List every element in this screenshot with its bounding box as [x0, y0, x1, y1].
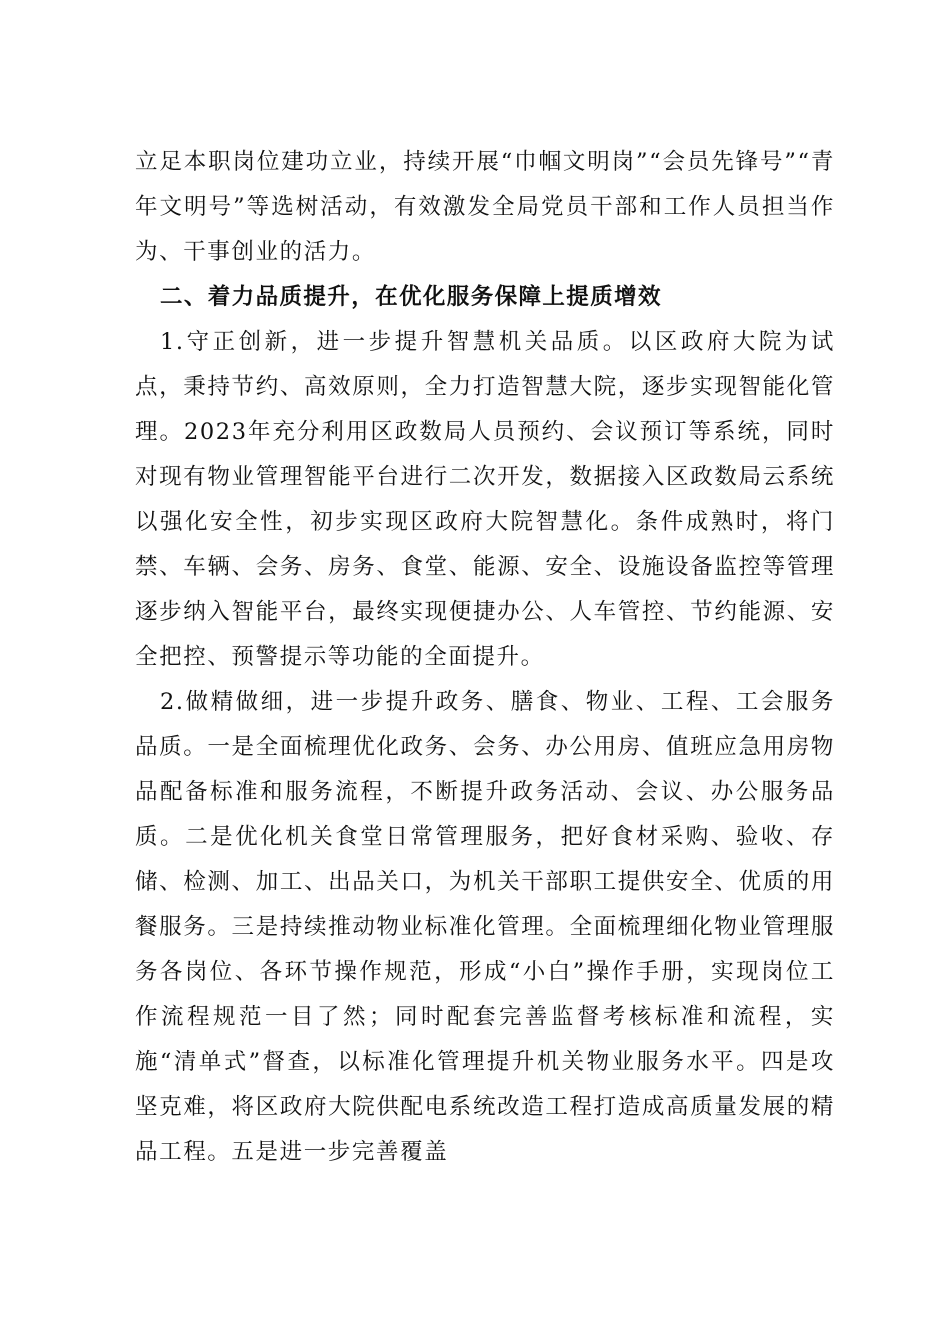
paragraph-continuation: 立足本职岗位建功立业，持续开展“巾帼文明岗”“会员先锋号”“青年文明号”等选树活动，有效激发全局党员干部和工作人员担当作为、干事创业的活力。 — [135, 149, 835, 265]
document-body — [135, 140, 835, 1175]
section-heading: 二、着力品质提升，在优化服务保障上提质增效 — [160, 284, 662, 310]
paragraph-service-quality: 2.做精做细，进一步提升政务、膳食、物业、工程、工会服务品质。一是全面梳理优化政务、会务、办公用房、值班应急用房物品配备标准和服务流程，不断提升政务活动、会议、办公服务品质。二是优化机关食堂日常管理服务，把好食材采购、验收、存储、检测、加工、出品关口，为机关干部职工提供安全、优质的用餐服务。三是持续推动物业标准化管理。全面梳理细化物业管理服务各岗位、各环节操作规范，形成“小白”操作手册，实现岗位工作流程规范一目了然；同时配套完善监督考核标准和流程，实施“清单式”督查，以标准化管理提升机关物业服务水平。四是攻坚克难，将区政府大院供配电系统改造工程打造成高质量发展的精品工程。五是进一步完善覆盖 — [135, 689, 835, 1165]
paragraph-smart-office: 1.守正创新，进一步提升智慧机关品质。以区政府大院为试点，秉持节约、高效原则，全力打造智慧大院，逐步实现智能化管理。2023年充分利用区政数局人员预约、会议预订等系统，同时对现有物业管理智能平台进行二次开发，数据接入区政数局云系统以强化安全性，初步实现区政府大院智慧化。条件成熟时，将门禁、车辆、会务、房务、食堂、能源、安全、设施设备监控等管理逐步纳入智能平台，最终实现便捷办公、人车管控、节约能源、安全把控、预警提示等功能的全面提升。 — [135, 329, 835, 670]
